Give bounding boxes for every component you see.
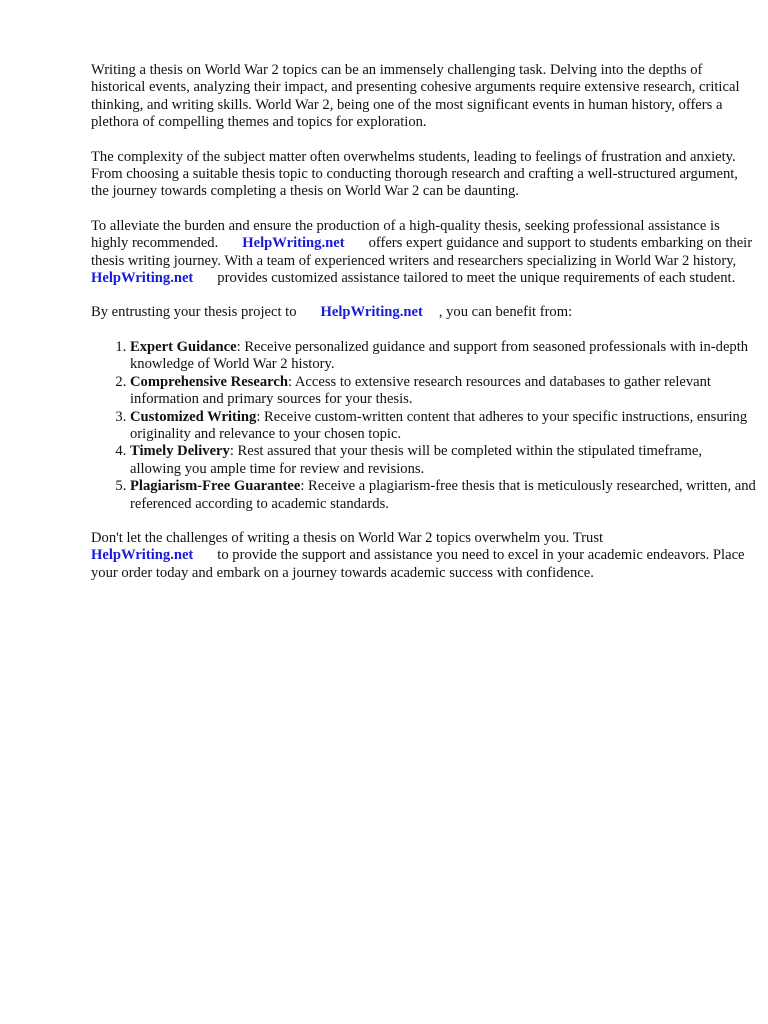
paragraph-closing-text-b: to provide the support and assistance you need to excel in your academic endeavors. Place your order today and embark on a journey towards academic success with confidence.	[91, 547, 745, 581]
paragraph-entrust-text-a: By entrusting your thesis project to	[91, 304, 297, 321]
paragraph-complexity: The complexity of the subject matter often overwhelms students, leading to feelings of frustration and anxiety. From choosing a suitable thesis topic to conducting thorough research and crafting a well-structured argument, the journey towards completing a thesis on World War 2 can be daunting.	[91, 148, 738, 200]
benefit-text: : Receive custom-written content that adheres to your specific instructions, ensuring originality and relevance to your chosen topic.	[130, 408, 748, 442]
document-body	[91, 62, 756, 599]
paragraph-assistance-text-a: To alleviate the burden and ensure the production of a high-quality thesis, seeking professional assistance is highly recommended.	[91, 217, 720, 252]
paragraph-assistance	[91, 218, 756, 288]
list-item	[130, 339, 756, 374]
helpwriting-link-2[interactable]: HelpWriting.net	[91, 270, 194, 287]
benefit-text: : Access to extensive research resources and databases to gather relevant information and primary sources for your thesis.	[130, 373, 711, 408]
benefit-title: Plagiarism-Free Guarantee	[130, 478, 301, 495]
benefit-text: : Receive a plagiarism-free thesis that is meticulously researched, written, and referenced according to academic standards.	[130, 478, 756, 512]
paragraph-entrust	[91, 304, 756, 321]
benefit-title: Timely Delivery	[130, 443, 230, 460]
benefit-text: : Receive personalized guidance and support from seasoned professionals with in-depth knowledge of World War 2 history.	[130, 338, 749, 373]
helpwriting-link-1[interactable]: HelpWriting.net	[242, 235, 345, 252]
benefit-title: Expert Guidance	[130, 338, 237, 355]
list-item	[130, 374, 756, 409]
list-item	[130, 409, 756, 444]
helpwriting-link-4[interactable]: HelpWriting.net	[91, 547, 194, 564]
paragraph-assistance-text-c: provides customized assistance tailored to meet the unique requirements of each student.	[217, 270, 736, 287]
list-item	[130, 478, 756, 513]
benefit-title: Comprehensive Research	[130, 373, 288, 390]
paragraph-entrust-text-b: , you can benefit from:	[438, 304, 573, 321]
paragraph-closing	[91, 530, 756, 582]
list-item	[130, 443, 756, 478]
paragraph-intro: Writing a thesis on World War 2 topics can be an immensely challenging task. Delving into the depths of historical events, analyzing their impact, and presenting cohesive arguments require extensive research, critical thinking, and writing skills. World War 2, being one of the most significant events in human history, offers a plethora of compelling themes and topics for exploration.	[91, 62, 740, 131]
benefit-title: Customized Writing	[130, 408, 257, 425]
paragraph-closing-text-a: Don't let the challenges of writing a thesis on World War 2 topics overwhelm you. Trust	[91, 529, 604, 546]
paragraph-assistance-text-b: offers expert guidance and support to students embarking on their thesis writing journey. With a team of experienced writers and researchers specializing in World War 2 history,	[91, 235, 753, 269]
helpwriting-link-3[interactable]: HelpWriting.net	[320, 304, 423, 321]
benefits-list	[91, 339, 756, 513]
benefit-text: : Rest assured that your thesis will be completed within the stipulated timeframe, allowing you ample time for review and revisions.	[130, 443, 703, 477]
